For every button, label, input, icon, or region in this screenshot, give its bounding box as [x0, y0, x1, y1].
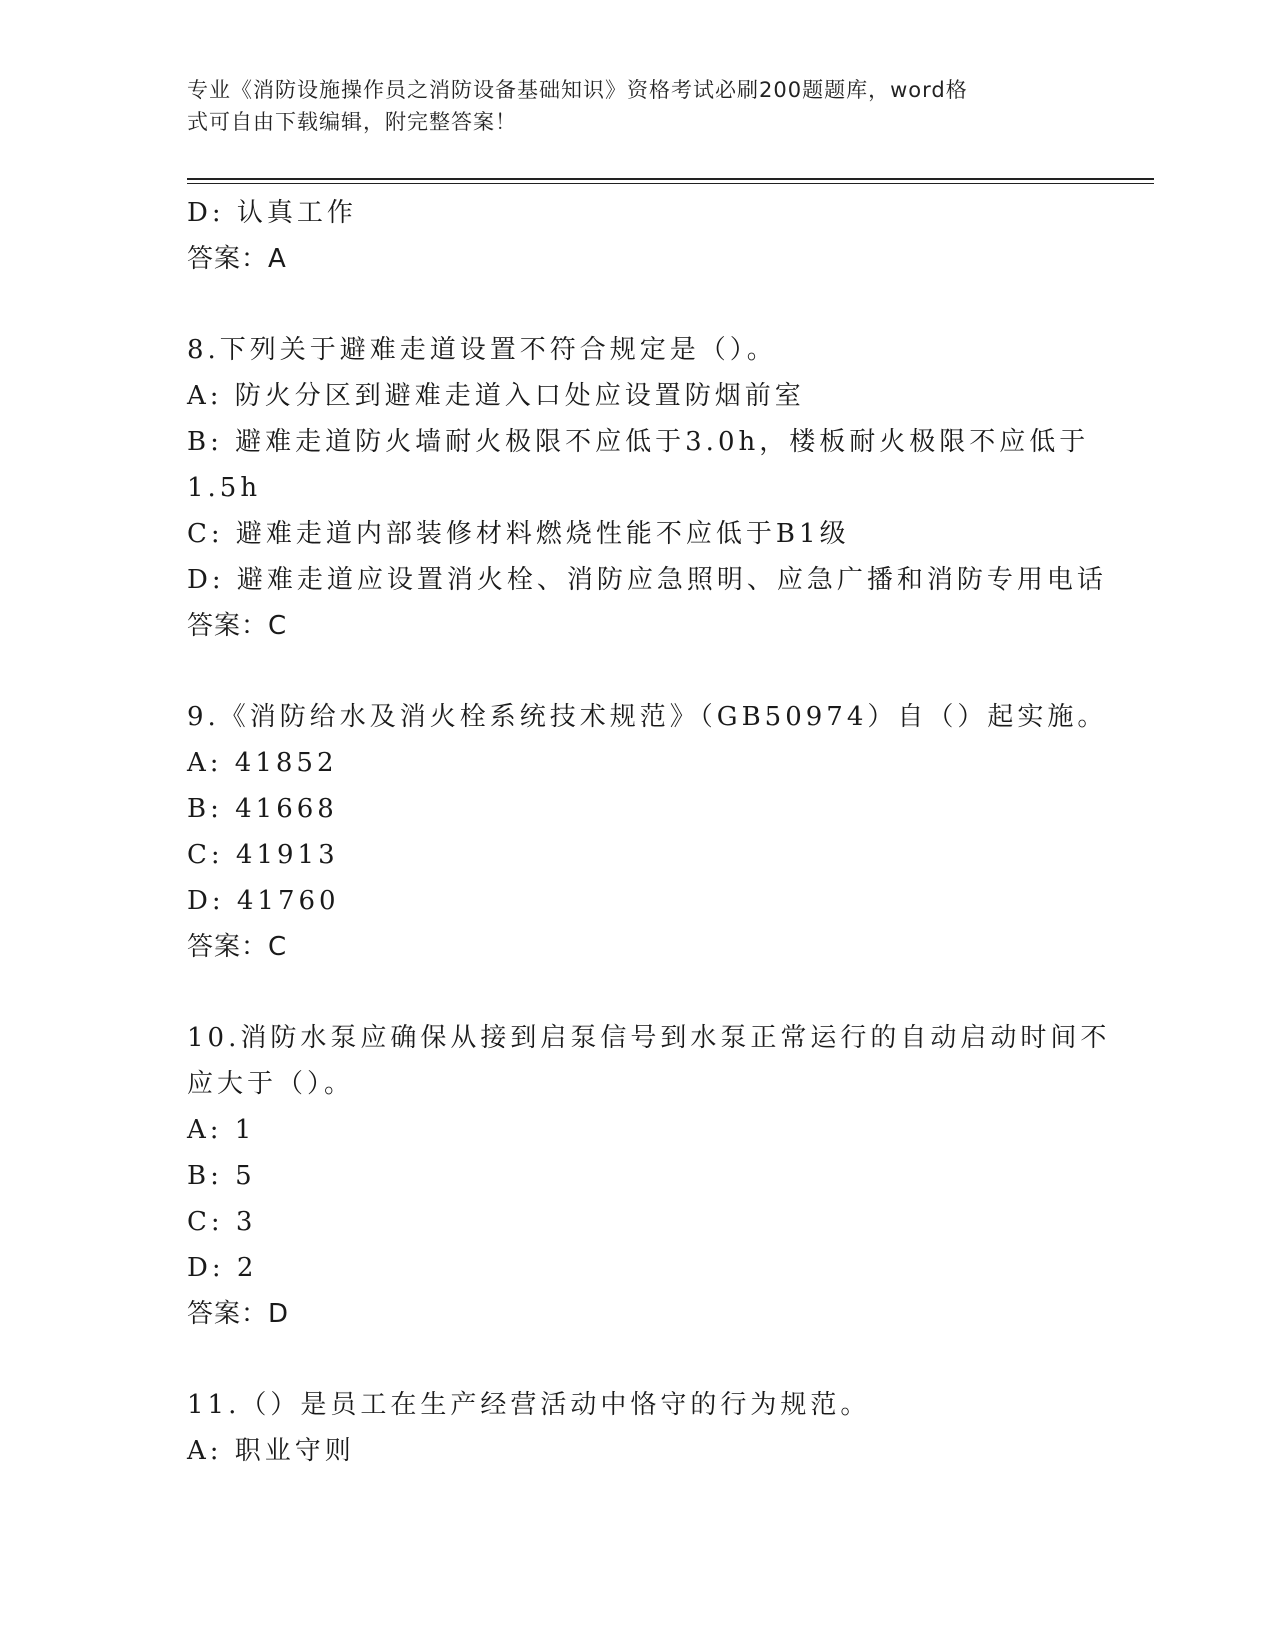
question-7-tail — [187, 190, 1087, 282]
answer: 答案：D — [187, 1299, 290, 1329]
question-9 — [187, 694, 1108, 970]
header-rule-thick — [187, 178, 1154, 180]
document-header — [187, 74, 1067, 138]
question-11 — [187, 1382, 1087, 1474]
option-d: D: 41760 — [187, 886, 340, 916]
question-stem: 9.《消防给水及消火栓系统技术规范》（GB50974）自（）起实施。 — [187, 702, 1108, 732]
option-a: A: 1 — [187, 1115, 256, 1145]
option-a: A: 41852 — [187, 748, 338, 778]
question-8 — [187, 327, 1107, 649]
option-d: D: 认真工作 — [187, 198, 357, 228]
question-stem: 10.消防水泵应确保从接到启泵信号到水泵正常运行的自动启动时间不 — [187, 1023, 1111, 1053]
question-10 — [187, 1015, 1111, 1337]
option-b-continued: 1.5h — [187, 473, 262, 503]
option-b: B: 避难走道防火墙耐火极限不应低于3.0h，楼板耐火极限不应低于 — [187, 427, 1090, 457]
answer: 答案：C — [187, 932, 288, 962]
option-d: D: 避难走道应设置消火栓、消防应急照明、应急广播和消防专用电话 — [187, 565, 1107, 595]
answer: 答案：A — [187, 244, 287, 274]
option-c: C: 41913 — [187, 840, 339, 870]
option-c: C: 3 — [187, 1207, 257, 1237]
question-stem: 8.下列关于避难走道设置不符合规定是（）。 — [187, 335, 777, 365]
option-d: D: 2 — [187, 1253, 258, 1283]
option-b: B: 41668 — [187, 794, 338, 824]
option-b: B: 5 — [187, 1161, 256, 1191]
option-a: A: 防火分区到避难走道入口处应设置防烟前室 — [187, 381, 805, 411]
answer: 答案：C — [187, 611, 288, 641]
option-a: A: 职业守则 — [187, 1436, 355, 1466]
question-stem-continued: 应大于（）。 — [187, 1069, 355, 1099]
header-rule-thin — [187, 183, 1154, 184]
header-line-1: 专业《消防设施操作员之消防设备基础知识》资格考试必刷200题题库，word格 — [187, 78, 968, 102]
option-c: C: 避难走道内部装修材料燃烧性能不应低于B1级 — [187, 519, 850, 549]
question-stem: 11.（）是员工在生产经营活动中恪守的行为规范。 — [187, 1390, 871, 1420]
header-line-2: 式可自由下载编辑，附完整答案！ — [187, 110, 517, 134]
question-list — [187, 190, 1111, 1474]
